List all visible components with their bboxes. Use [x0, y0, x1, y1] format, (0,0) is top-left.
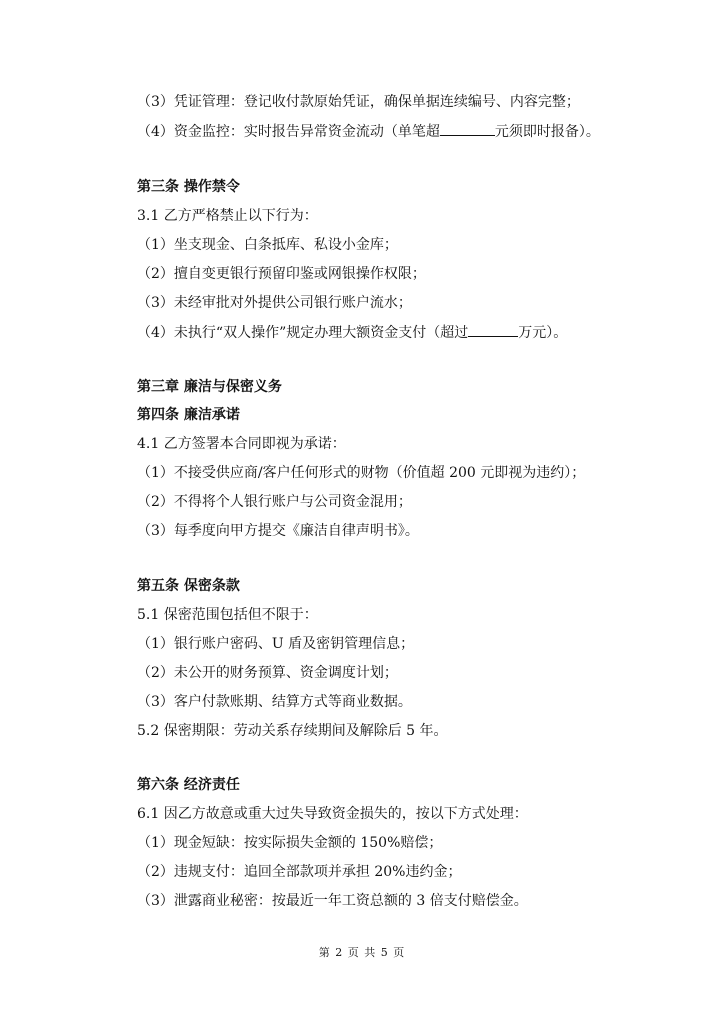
- fill-in-blank[interactable]: [440, 121, 495, 136]
- clause-item: （3）未经审批对外提供公司银行账户流水；: [137, 295, 412, 311]
- clause-item: （1）现金短缺：按实际损失金额的 150%赔偿；: [137, 835, 443, 851]
- clause-text: 4.1 乙方签署本合同即视为承诺：: [137, 436, 346, 452]
- clause-text: （4）资金监控：实时报告异常资金流动（单笔超: [137, 124, 440, 140]
- clause-text: 5.1 保密范围包括但不限于：: [137, 607, 318, 623]
- clause-item: （1）不接受供应商/客户任何形式的财物（价值超 200 元即视为违约）；: [137, 465, 586, 481]
- clause-text: 5.2 保密期限：劳动关系存续期间及解除后 5 年。: [137, 723, 448, 739]
- article-heading: 第六条 经济责任: [137, 777, 240, 793]
- article-heading: 第四条 廉洁承诺: [137, 407, 240, 423]
- fill-in-blank[interactable]: [468, 322, 518, 337]
- clause-item: （1）坐支现金、白条抵库、私设小金库；: [137, 237, 398, 253]
- clause-item: （2）违规支付：追回全部款项并承担 20%违约金；: [137, 864, 462, 880]
- clause-item-with-blank: [137, 121, 600, 142]
- clause-item: （3）泄露商业秘密：按最近一年工资总额的 3 倍支付赔偿金。: [137, 893, 528, 909]
- clause-item: （3）客户付款账期、结算方式等商业数据。: [137, 694, 412, 710]
- clause-item: （3）每季度向甲方提交《廉洁自律声明书》。: [137, 523, 419, 539]
- clause-text: 3.1 乙方严格禁止以下行为：: [137, 208, 318, 224]
- article-heading: 第三条 操作禁令: [137, 179, 240, 195]
- clause-text: 6.1 因乙方故意或重大过失导致资金损失的，按以下方式处理：: [137, 806, 528, 822]
- clause-text: 元须即时报备）。: [494, 124, 600, 140]
- chapter-heading: 第三章 廉洁与保密义务: [137, 379, 282, 395]
- clause-item: （3）凭证管理：登记收付款原始凭证，确保单据连续编号、内容完整；: [137, 94, 580, 110]
- article-heading: 第五条 保密条款: [137, 578, 240, 594]
- clause-text: 万元）。: [518, 325, 568, 341]
- clause-item: （2）擅自变更银行预留印鉴或网银操作权限；: [137, 266, 426, 282]
- clause-text: （4）未执行“双人操作”规定办理大额资金支付（超过: [137, 325, 469, 341]
- page-number: 第 2 页 共 5 页: [318, 946, 406, 959]
- clause-item: （1）银行账户密码、U 盾及密钥管理信息；: [137, 636, 415, 652]
- clause-item: （2）未公开的财务预算、资金调度计划；: [137, 665, 398, 681]
- clause-item: （2）不得将个人银行账户与公司资金混用；: [137, 494, 412, 510]
- clause-item-with-blank: [137, 322, 567, 343]
